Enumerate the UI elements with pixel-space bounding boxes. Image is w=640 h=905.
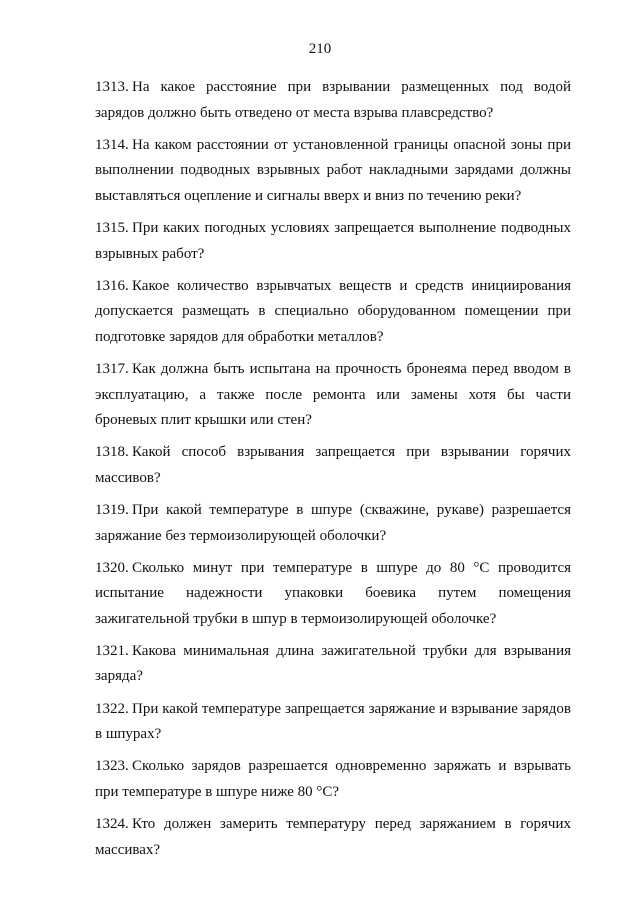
question-item — [95, 357, 571, 434]
question-text: При каких погодных условиях запрещается выполнение подводных взрывных работ? — [95, 219, 571, 262]
question-text: Как должна быть испытана на прочность бронеяма перед вводом в эксплуатацию, а также после ремонта или замены хотя бы части броневых плит крышки или стен? — [95, 360, 571, 429]
question-item — [95, 556, 571, 633]
question-item — [95, 812, 571, 863]
question-text: На каком расстоянии от установленной границы опасной зоны при выполнении подводных взрывных работ накладными зарядами должны выставляться оцепление и сигналы вверх и вниз по течению реки? — [95, 136, 571, 204]
question-item — [95, 440, 571, 491]
question-number: 1317. — [95, 360, 129, 377]
question-text: Сколько минут при температуре в шпуре до 80 °С проводится испытание надежности упаковки боевика путем помещения зажигательной трубки в шпур в термоизолирующей оболочке? — [95, 559, 571, 627]
question-text: Какова минимальная длина зажигательной трубки для взрывания заряда? — [95, 642, 571, 685]
question-item — [95, 498, 571, 549]
question-list — [95, 75, 571, 870]
question-text: При какой температуре запрещается заряжание и взрывание зарядов в шпурах? — [95, 700, 571, 743]
question-item — [95, 697, 571, 748]
question-number: 1316. — [95, 277, 129, 294]
question-item — [95, 754, 571, 805]
question-text: Какой способ взрывания запрещается при взрывании горячих массивов? — [95, 444, 571, 486]
question-item — [95, 133, 571, 210]
question-text: Сколько зарядов разрешается одновременно заряжать и взрывать при температуре в шпуре ниже 80 °С? — [95, 758, 571, 800]
question-number: 1314. — [95, 136, 129, 153]
question-item — [95, 639, 571, 690]
question-item — [95, 216, 571, 267]
question-number: 1323. — [95, 758, 129, 775]
question-text: Какое количество взрывчатых веществ и средств инициирования допускается размещать в специально оборудованном помещении при подготовке зарядов для обработки металлов? — [95, 277, 571, 345]
question-item — [95, 75, 571, 126]
question-number: 1320. — [95, 559, 129, 576]
question-number: 1313. — [95, 79, 129, 95]
question-number: 1315. — [95, 219, 129, 236]
page-number: 210 — [308, 41, 332, 57]
question-number: 1322. — [95, 700, 129, 717]
question-text: При какой температуре в шпуре (скважине, рукаве) разрешается заряжание без термоизолирующей оболочки? — [95, 501, 571, 544]
question-number: 1321. — [95, 642, 129, 659]
question-number: 1319. — [95, 501, 129, 518]
question-item — [95, 274, 571, 351]
question-number: 1324. — [95, 815, 129, 832]
question-text: На какое расстояние при взрывании размещенных под водой зарядов должно быть отведено от места взрыва плавсредство? — [95, 79, 571, 121]
question-number: 1318. — [95, 444, 129, 461]
question-text: Кто должен замерить температуру перед заряжанием в горячих массивах? — [95, 815, 571, 858]
